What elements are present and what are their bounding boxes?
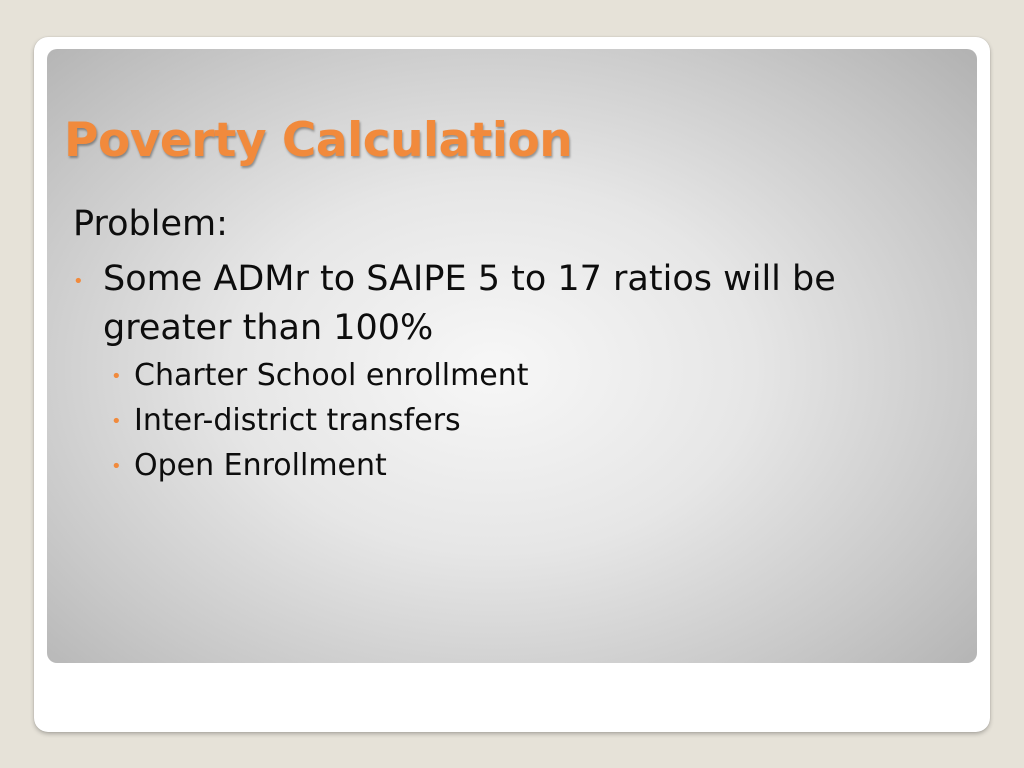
bullet-dot-icon: • — [73, 271, 84, 292]
bullet-text: Some ADMr to SAIPE 5 to 17 ratios will be greater than 100% — [103, 259, 836, 348]
bullet-dot-icon: • — [111, 456, 122, 477]
sub-bullet-text: Inter-district transfers — [134, 403, 461, 438]
sub-bullet-text: Open Enrollment — [134, 448, 387, 483]
slide-panel — [47, 49, 977, 663]
slide-title: Poverty Calculation — [64, 113, 573, 168]
sub-bullet-item — [73, 353, 963, 398]
sub-bullet-item — [73, 398, 963, 443]
bullet-dot-icon: • — [111, 411, 122, 432]
slide-body — [73, 201, 963, 488]
bullet-item — [73, 255, 963, 353]
lead-text: Problem: — [73, 204, 228, 244]
slide-frame — [34, 37, 990, 732]
sub-bullet-list — [73, 353, 963, 488]
sub-bullet-item — [73, 443, 963, 488]
bullet-dot-icon: • — [111, 366, 122, 387]
sub-bullet-text: Charter School enrollment — [134, 358, 529, 393]
